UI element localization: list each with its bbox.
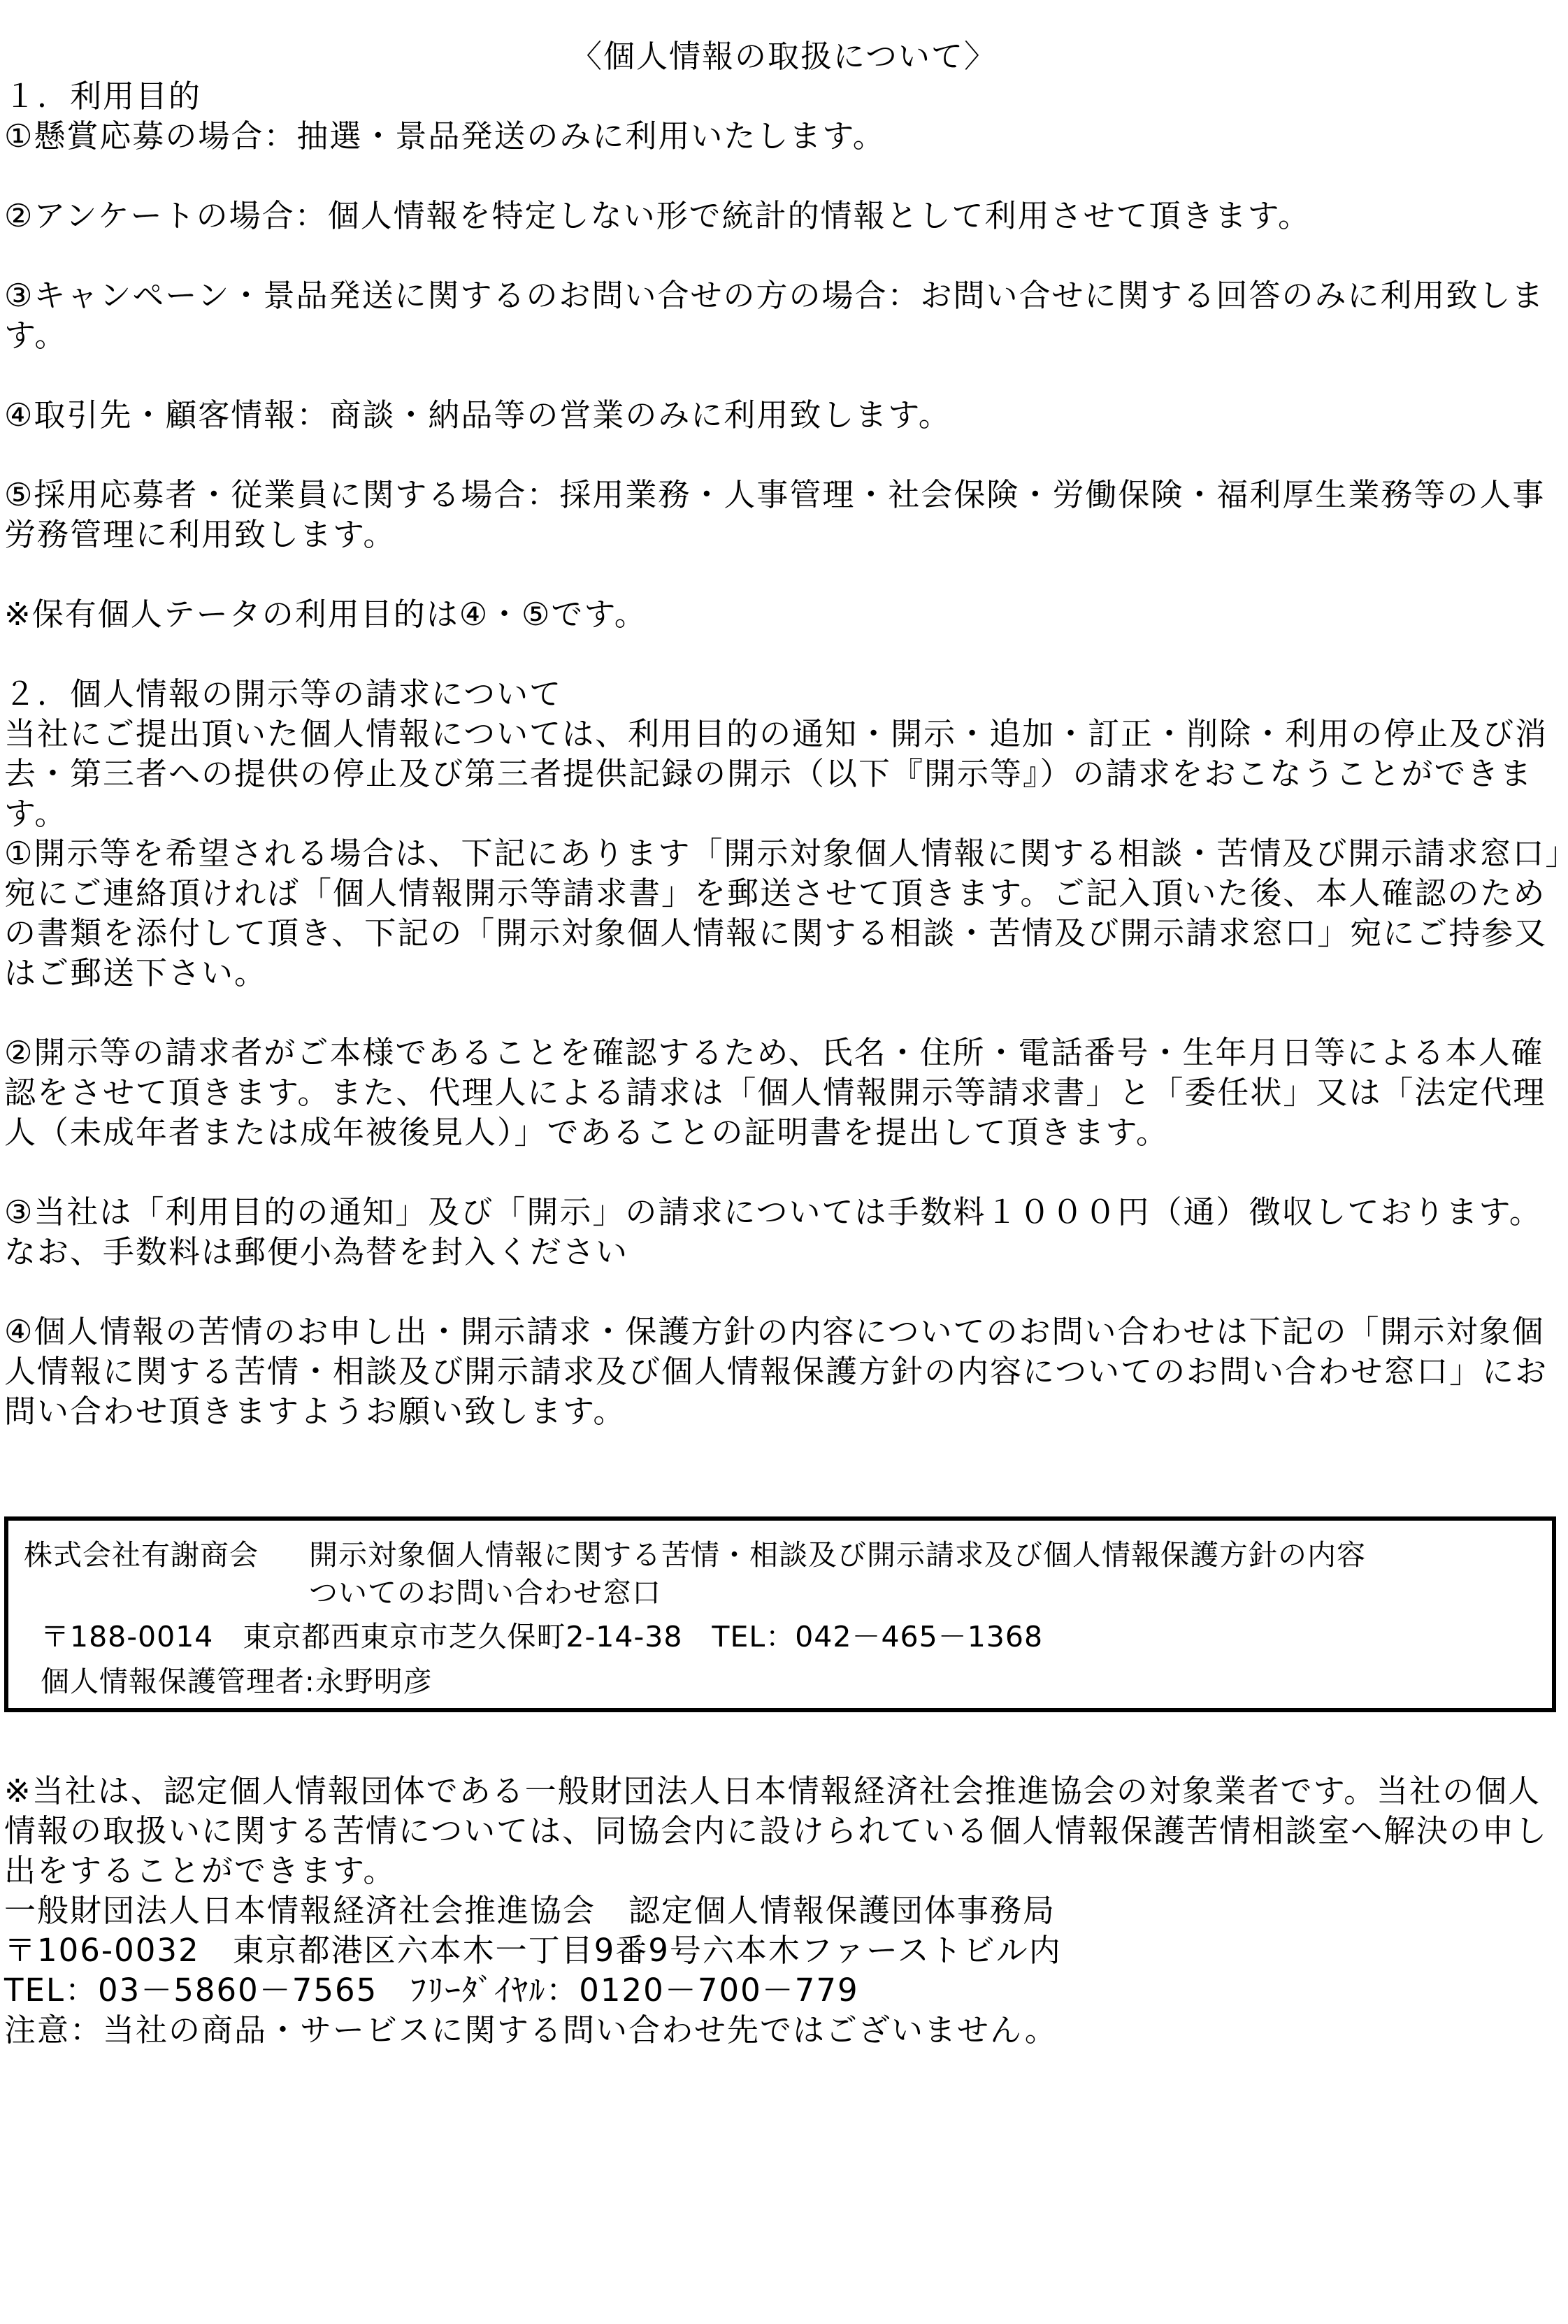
contact-company: 株式会社有謝商会 bbox=[24, 1538, 259, 1572]
disclosure-item-4: ④個人情報の苦情のお申し出・開示請求・保護方針の内容についてのお問い合わせは下記の「開示対象個人情報に関する苦情・相談及び開示請求及び個人情報保護方針の内容についてのお問い合わせ窓口」にお問い合わせ頂きますようお願い致します。 bbox=[4, 1313, 1548, 1430]
section2-heading: ２．個人情報の開示等の請求について bbox=[4, 675, 563, 712]
privacy-manager: 個人情報保護管理者:永野明彦 bbox=[41, 1665, 433, 1698]
spacer bbox=[4, 1152, 1563, 1192]
purpose-item-2: ②アンケートの場合：個人情報を特定しない形で統計的情報として利用させて頂きます。 bbox=[4, 197, 1311, 234]
jipdec-tel: TEL：03－5860－7565 ﾌﾘｰﾀﾞｲﾔﾙ：0120－700－779 bbox=[4, 1972, 859, 2009]
purpose-item-4: ④取引先・顧客情報：商談・納品等の営業のみに利用致します。 bbox=[4, 396, 951, 433]
footer-notice bbox=[4, 1771, 1563, 2050]
jipdec-address: 〒106-0032 東京都港区六本木一丁目9番9号六本木ファーストビル内 bbox=[4, 1932, 1062, 1969]
purpose-item-3: ③キャンペーン・景品発送に関するのお問い合せの方の場合：お問い合せに関する回答のみに利用致します。 bbox=[4, 277, 1545, 354]
jipdec-notice: ※当社は、認定個人情報団体である一般財団法人日本情報経済社会推進協会の対象業者です。当社の個人情報の取扱いに関する苦情については、同協会内に設けられている個人情報保護苦情相談室へ解決の申し出をすることができます。 bbox=[4, 1772, 1548, 1889]
purpose-note: ※保有個人テータの利用目的は④・⑤です。 bbox=[4, 596, 647, 633]
caution-text: 注意：当社の商品・サービスに関する問い合わせ先ではございません。 bbox=[4, 2011, 1058, 2049]
spacer bbox=[4, 993, 1563, 1033]
jipdec-org: 一般財団法人日本情報経済社会推進協会 認定個人情報保護団体事務局 bbox=[4, 1892, 1056, 1929]
spacer bbox=[4, 355, 1563, 395]
contact-address: 〒188-0014 東京都西東京市芝久保町2-14-38 TEL：042－465－1368 bbox=[41, 1620, 1044, 1654]
spacer bbox=[4, 634, 1563, 674]
policy-document bbox=[4, 36, 1563, 1431]
purpose-item-1: ①懸賞応募の場合：抽選・景品発送のみに利用いたします。 bbox=[4, 117, 886, 155]
disclosure-item-1: ①開示等を希望される場合は、下記にあります「開示対象個人情報に関する相談・苦情及び開示請求窓口」宛にご連絡頂ければ「個人情報開示等請求書」を郵送させて頂きます。ご記入頂いた後、本人確認のための書類を添付して頂き、下記の「開示対象個人情報に関する相談・苦情及び開示請求窓口」宛にご持参又はご郵送下さい。 bbox=[4, 835, 1562, 991]
disclosure-item-3: ③当社は「利用目的の通知」及び「開示」の請求については手数料１０００円（通）徴収しております。なお、手数料は郵便小為替を封入ください bbox=[4, 1193, 1542, 1270]
section1-heading: １．利用目的 bbox=[4, 78, 202, 115]
contact-window-box bbox=[4, 1516, 1556, 1712]
disclosure-item-2: ②開示等の請求者がご本様であることを確認するため、氏名・住所・電話番号・生年月日等による本人確認をさせて頂きます。また、代理人による請求は「個人情報開示等請求書」と「委任状」又は「法定代理人（未成年者または成年被後見人）」であることの証明書を提出して頂きます。 bbox=[4, 1034, 1546, 1151]
purpose-item-5: ⑤採用応募者・従業員に関する場合：採用業務・人事管理・社会保険・労働保険・福利厚生業務等の人事労務管理に利用致します。 bbox=[4, 476, 1546, 553]
page-title: 〈個人情報の取扱について〉 bbox=[570, 38, 998, 75]
spacer bbox=[4, 236, 1563, 275]
spacer bbox=[4, 1272, 1563, 1312]
spacer bbox=[4, 554, 1563, 594]
contact-window-title-cont: ついてのお問い合わせ窓口 bbox=[309, 1576, 661, 1609]
disclosure-intro: 当社にご提出頂いた個人情報については、利用目的の通知・開示・追加・訂正・削除・利用の停止及び消去・第三者への提供の停止及び第三者提供記録の開示（以下『開示等』）の請求をおこなうことができます。 bbox=[4, 715, 1548, 832]
spacer bbox=[4, 435, 1563, 475]
spacer bbox=[4, 156, 1563, 196]
contact-window-title: 開示対象個人情報に関する苦情・相談及び開示請求及び個人情報保護方針の内容 bbox=[309, 1538, 1366, 1572]
